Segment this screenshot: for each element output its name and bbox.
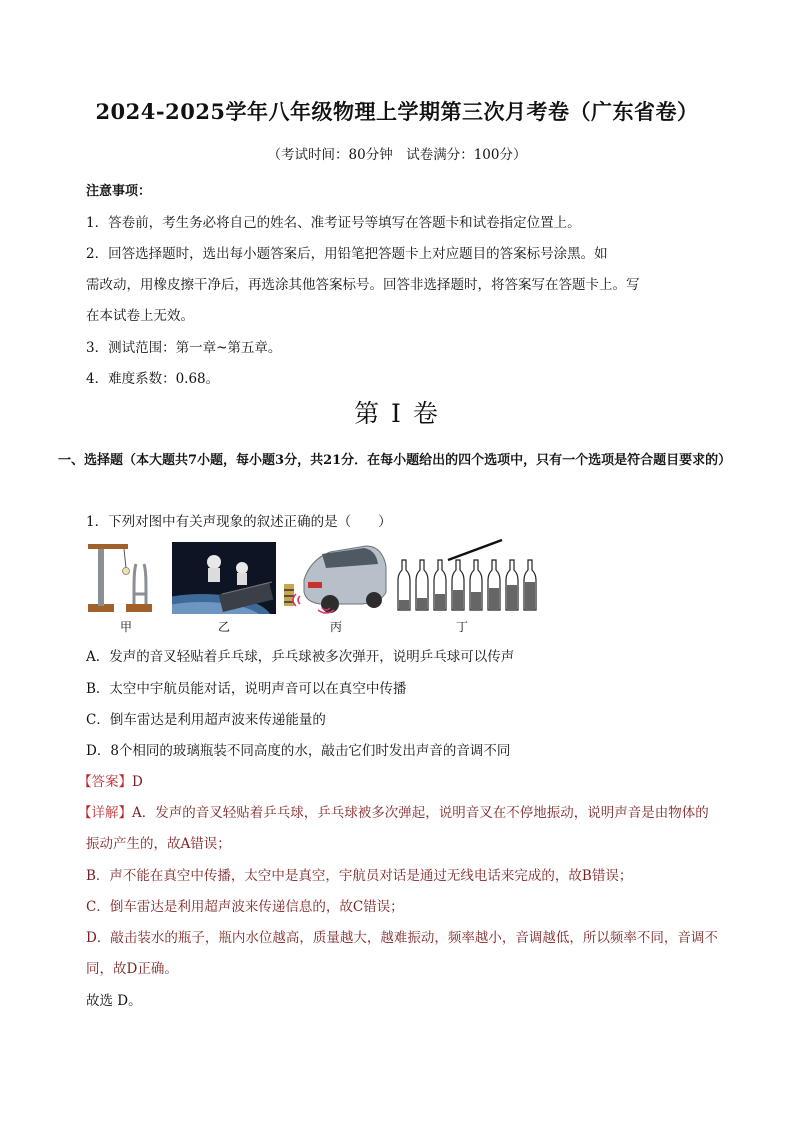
explain-line-3: B．声不能在真空中传播，太空中是真空，宇航员对话是通过无线电话来完成的，故B错误； [86,868,633,884]
explain-line-4: C．倒车雷达是利用超声波来传递信息的，故C错误； [86,899,404,915]
volume-title: 第 I 卷 [354,399,440,428]
explain-line-6: 同，故D正确。 [86,961,178,977]
option-b: B．太空中宇航员能对话，说明声音可以在真空中传播 [86,681,407,697]
figure-astronauts [172,542,276,614]
question-stem: 1．下列对图中有关声现象的叙述正确的是（ ） [86,514,392,530]
answer-value: D [132,774,143,790]
note-line-6: 4．难度系数：0.68。 [86,371,220,387]
answer-label: 【答案】 [78,774,132,790]
option-d: D．8个相同的玻璃瓶装不同高度的水，敲击它们时发出声音的音调不同 [86,743,511,759]
note-line-3: 需改动，用橡皮擦干净后，再选涂其他答案标号。回答非选择题时，将答案写在答题卡上。写 [86,277,640,293]
figure-bottles [394,538,540,616]
caption-jia: 甲 [120,620,133,634]
note-line-2: 2．回答选择题时，选出每小题答案后，用铅笔把答题卡上对应题目的答案标号涂黑。如 [86,246,608,262]
note-line-5: 3．测试范围：第一章~第五章。 [86,340,282,356]
exam-subtitle: （考试时间：80分钟 试卷满分：100分） [267,147,527,163]
caption-ding: 丁 [456,620,469,634]
section-heading: 一、选择题（本大题共7小题，每小题3分，共21分．在每小题给出的四个选项中，只有一个选项是符合题目要求的） [58,453,732,468]
figure-tuning-fork [84,540,168,616]
figure-reversing-radar [282,540,390,616]
option-a: A．发声的音叉轻贴着乒乓球，乒乓球被多次弹开，说明乒乓球可以传声 [86,649,515,665]
explain-label: 【详解】 [78,805,132,821]
notes-heading: 注意事项： [86,184,152,199]
note-line-1: 1．答卷前，考生务必将自己的姓名、准考证号等填写在答题卡和试卷指定位置上。 [86,215,581,231]
caption-yi: 乙 [218,620,231,634]
caption-bing: 丙 [330,620,343,634]
answer-line [78,770,143,790]
explain-line-1 [78,801,709,821]
option-c: C．倒车雷达是利用超声波来传递能量的 [86,712,326,728]
explain-line-2: 振动产生的，故A错误； [86,836,231,852]
explain-text-1: A．发声的音叉轻贴着乒乓球，乒乓球被多次弹起，说明音叉在不停地振动，说明声音是由物体的 [132,805,709,821]
conclusion: 故选 D。 [86,993,142,1009]
note-line-4: 在本试卷上无效。 [86,308,194,324]
explain-line-5: D．敲击装水的瓶子，瓶内水位越高，质量越大，越难振动，频率越小，音调越低，所以频率不同，音调不 [86,930,718,946]
exam-title: 2024-2025学年八年级物理上学期第三次月考卷（广东省卷） [95,99,699,124]
